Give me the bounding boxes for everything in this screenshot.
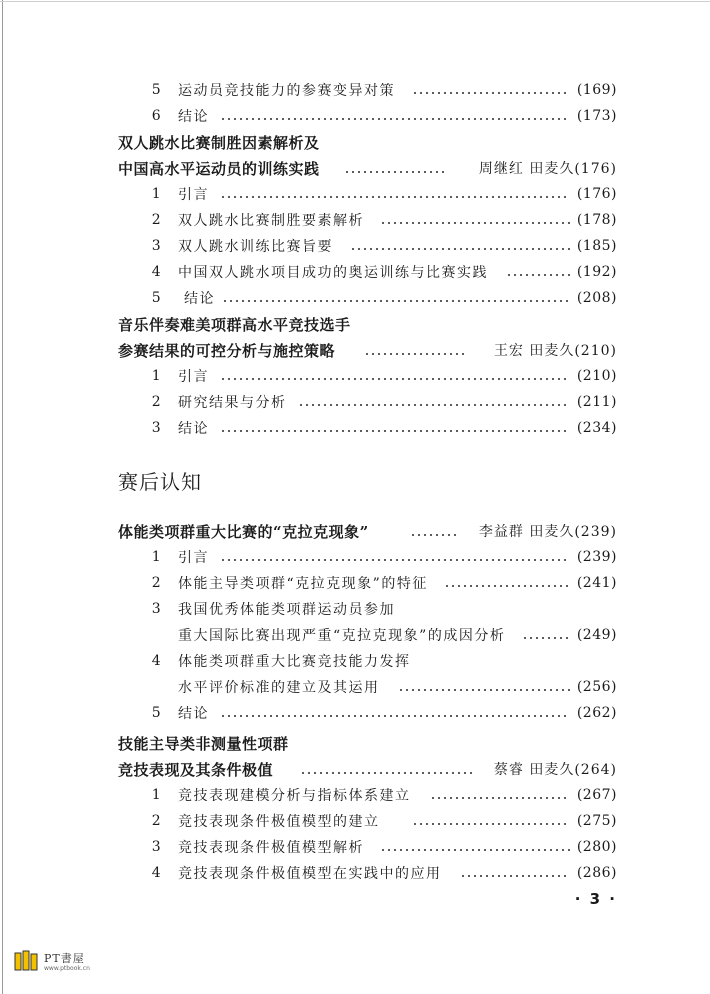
entry-number: 4: [151, 865, 163, 881]
toc-entry[interactable]: [0, 700, 710, 726]
leader-dots: [298, 404, 570, 406]
entry-number: 1: [151, 186, 163, 202]
leader-dots: [220, 715, 570, 717]
leader-dots: [412, 92, 570, 94]
leader-dots: [444, 585, 570, 587]
article-title-line1: 体能类项群重大比赛的“克拉克现象”: [118, 522, 369, 541]
entry-number: 4: [151, 653, 163, 669]
toc-entry[interactable]: [0, 544, 710, 570]
toc-entry[interactable]: [0, 181, 710, 207]
leader-dots: [380, 222, 570, 224]
leader-dots: [430, 797, 570, 799]
entry-title-line2: 重大国际比赛出现严重“克拉克现象”的成因分析: [178, 628, 506, 644]
entry-page: (176): [576, 186, 617, 202]
toc-entry[interactable]: [0, 596, 710, 622]
entry-number: 1: [151, 549, 163, 565]
leader-dots: [220, 118, 570, 120]
leader-dots: [220, 430, 570, 432]
entry-number: 3: [151, 238, 163, 254]
entry-number: 5: [151, 705, 163, 721]
toc-entry[interactable]: [0, 834, 710, 860]
toc-entry[interactable]: [0, 363, 710, 389]
entry-page: (210): [576, 368, 617, 384]
entry-title: 引言: [178, 369, 209, 385]
page-number: · 3 ·: [574, 890, 617, 908]
entry-number: 2: [151, 575, 163, 591]
entry-page: (286): [576, 865, 617, 881]
entry-number: 2: [151, 212, 163, 228]
entry-page: (173): [576, 108, 617, 124]
toc-entry[interactable]: [0, 285, 710, 311]
article-title[interactable]: [0, 337, 710, 363]
entry-title: 竞技表现条件极值模型解析: [178, 840, 364, 856]
entry-title: 双人跳水训练比赛旨要: [178, 239, 333, 255]
entry-number: 5: [151, 82, 163, 98]
entry-number: 1: [151, 787, 163, 803]
entry-page: (275): [576, 813, 617, 829]
entry-title: 运动员竞技能力的参赛变异对策: [178, 83, 395, 99]
leader-dots: [344, 171, 448, 173]
article-title-line2: 参赛结果的可控分析与施控策略: [118, 341, 336, 360]
article-title-line1: 技能主导类非测量性项群: [118, 734, 289, 753]
entry-page: (169): [576, 82, 617, 98]
toc-entry[interactable]: [0, 233, 710, 259]
leader-dots: [410, 534, 458, 536]
toc-entry-continued[interactable]: [0, 674, 710, 700]
entry-title: 结论: [178, 421, 209, 437]
article-title-line1: 双人跳水比赛制胜因素解析及: [118, 133, 320, 152]
entry-number: 2: [151, 813, 163, 829]
entry-title: 结论: [178, 109, 209, 125]
entry-title: 引言: [178, 187, 209, 203]
entry-title: 我国优秀体能类项群运动员参加: [178, 602, 395, 618]
leader-dots: [460, 875, 570, 877]
watermark-name: PT書屋: [44, 952, 85, 965]
article-title[interactable]: [0, 730, 710, 756]
entry-number: 6: [151, 108, 163, 124]
article-authors: 周继红 田麦久(176): [478, 161, 617, 177]
entry-page: (239): [576, 549, 617, 565]
entry-page: (185): [576, 238, 617, 254]
article-title[interactable]: [0, 129, 710, 155]
leader-dots: [220, 196, 570, 198]
entry-page: (208): [576, 290, 617, 306]
toc-entry[interactable]: [0, 860, 710, 886]
entry-title: 竞技表现建模分析与指标体系建立: [178, 788, 411, 804]
entry-title: 双人跳水比赛制胜要素解析: [178, 213, 364, 229]
toc-entry[interactable]: [0, 570, 710, 596]
article-title-line1: 音乐伴奏难美项群高水平竞技选手: [118, 315, 351, 334]
entry-number: 5: [151, 290, 163, 306]
entry-title: 结论: [178, 706, 209, 722]
toc-entry[interactable]: [0, 103, 710, 129]
entry-title: 体能类项群重大比赛竞技能力发挥: [178, 654, 411, 670]
entry-page: (178): [576, 212, 617, 228]
entry-title: 竞技表现条件极值模型的建立: [178, 814, 380, 830]
entry-page: (241): [576, 575, 617, 591]
leader-dots: [522, 637, 570, 639]
article-title[interactable]: [0, 518, 710, 544]
entry-title: 体能主导类项群“克拉克现象”的特征: [178, 576, 428, 592]
article-title-line2: 中国高水平运动员的训练实践: [118, 159, 320, 178]
leader-dots: [412, 823, 570, 825]
toc-entry[interactable]: [0, 389, 710, 415]
leader-dots: [350, 248, 570, 250]
watermark-logo: [14, 948, 124, 980]
entry-title: 引言: [178, 550, 209, 566]
entry-page: (234): [576, 420, 617, 436]
toc-entry[interactable]: [0, 415, 710, 441]
toc-entry[interactable]: [0, 207, 710, 233]
article-title[interactable]: [0, 311, 710, 337]
entry-number: 3: [151, 839, 163, 855]
toc-entry[interactable]: [0, 648, 710, 674]
leader-dots: [380, 849, 570, 851]
article-authors: 蔡睿 田麦久(264): [493, 762, 617, 778]
toc-entry[interactable]: [0, 782, 710, 808]
leader-dots: [506, 274, 570, 276]
leader-dots: [220, 559, 570, 561]
article-authors: 李益群 田麦久(239): [478, 524, 617, 540]
entry-number: 2: [151, 394, 163, 410]
entry-title: 结论: [184, 291, 215, 307]
entry-page: (256): [576, 679, 617, 695]
page-edge-top: [0, 1, 710, 2]
entry-number: 4: [151, 264, 163, 280]
toc-entry[interactable]: [0, 259, 710, 285]
entry-number: 3: [151, 420, 163, 436]
entry-number: 1: [151, 368, 163, 384]
toc-entry[interactable]: [0, 77, 710, 103]
entry-page: (192): [576, 264, 617, 280]
article-title[interactable]: [0, 756, 710, 782]
watermark-url: www.ptbook.cn: [44, 965, 90, 972]
entry-title-line2: 水平评价标准的建立及其运用: [178, 680, 380, 696]
article-title-line2: 竞技表现及其条件极值: [118, 760, 274, 779]
leader-dots: [222, 300, 570, 302]
book-icon: [14, 950, 40, 972]
article-authors: 王宏 田麦久(210): [493, 343, 617, 359]
entry-page: (262): [576, 705, 617, 721]
entry-title: 中国双人跳水项目成功的奥运训练与比赛实践: [178, 265, 488, 281]
toc-entry[interactable]: [0, 808, 710, 834]
section-title: 赛后认知: [118, 470, 202, 494]
entry-page: (267): [576, 787, 617, 803]
toc-entry-continued[interactable]: [0, 622, 710, 648]
article-title[interactable]: [0, 155, 710, 181]
leader-dots: [220, 378, 570, 380]
leader-dots: [364, 353, 466, 355]
leader-dots: [300, 772, 472, 774]
entry-page: (211): [576, 394, 617, 410]
entry-title: 研究结果与分析: [178, 395, 287, 411]
entry-page: (280): [576, 839, 617, 855]
entry-number: 3: [151, 601, 163, 617]
entry-page: (249): [576, 627, 617, 643]
leader-dots: [398, 689, 570, 691]
entry-title: 竞技表现条件极值模型在实践中的应用: [178, 866, 442, 882]
